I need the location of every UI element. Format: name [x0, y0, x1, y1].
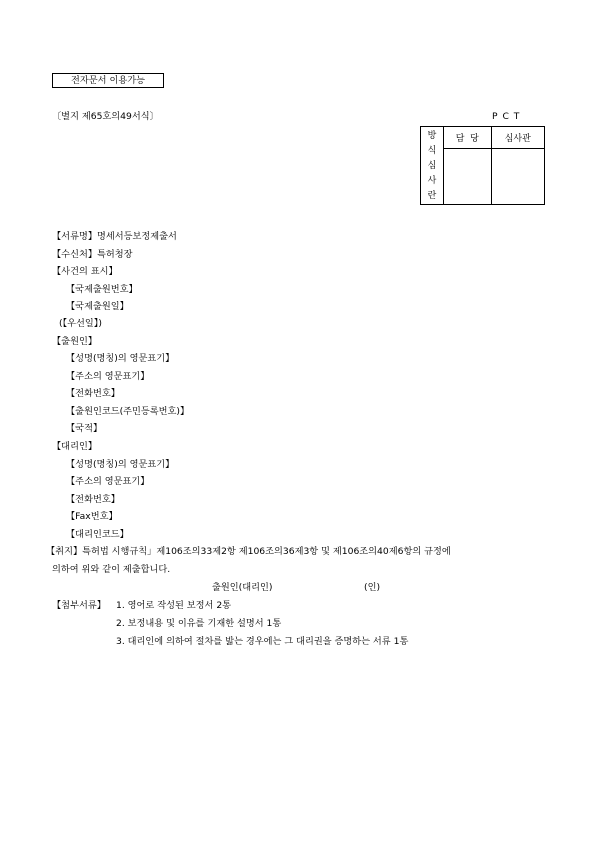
e-document-badge: 전자문서 이용가능: [52, 73, 164, 88]
field-applicant-nationality: 【국적】: [66, 423, 103, 434]
approval-char: 식: [427, 146, 437, 156]
field-agent-code: 【대리인코드】: [66, 529, 129, 540]
attachment-item: 3. 대리인에 의하여 절차를 밟는 경우에는 그 대리권을 증명하는 서류 1통: [116, 636, 409, 647]
seal-mark: (인): [364, 582, 381, 593]
attachment-item: 2. 보정내용 및 이유를 기재한 설명서 1통: [116, 618, 282, 629]
purpose-line-1: 【취지】특허법 시행규칙」제106조의33제2항 제106조의36제3항 및 제106조의40제6항의 규정에: [46, 546, 451, 557]
field-applicant-name-en: 【성명(명칭)의 영문표기】: [66, 353, 175, 364]
field-agent-addr-en: 【주소의 영문표기】: [66, 476, 150, 487]
approval-vertical-label: [421, 127, 444, 205]
approval-char: 심: [427, 161, 437, 171]
signer-label: 출원인(대리인): [212, 582, 273, 593]
attachment-item: 1. 영어로 작성된 보정서 2통: [116, 600, 232, 611]
field-doc-name: 【서류명】명세서등보정제출서: [52, 231, 177, 242]
field-applicant: 【출원인】: [52, 336, 98, 347]
approval-col-examiner: 심사관: [491, 127, 544, 149]
field-agent-name-en: 【성명(명칭)의 영문표기】: [66, 459, 175, 470]
pct-label: P C T: [492, 111, 521, 122]
approval-char: 방: [427, 131, 437, 141]
field-agent-phone: 【전화번호】: [66, 494, 120, 505]
approval-examiner-cell[interactable]: [491, 148, 544, 204]
field-agent-fax: 【Fax번호】: [66, 511, 118, 522]
field-applicant-addr-en: 【주소의 영문표기】: [66, 371, 150, 382]
approval-char: 란: [427, 191, 437, 201]
purpose-line-2: 의하여 위와 같이 제출합니다.: [52, 564, 171, 575]
field-intl-app-no: 【국제출원번호】: [66, 284, 138, 295]
field-applicant-code: 【출원인코드(주민등록번호)】: [66, 406, 190, 417]
approval-char: 사: [427, 176, 437, 186]
field-case-display: 【사건의 표시】: [52, 266, 118, 277]
field-intl-app-date: 【국제출원일】: [66, 301, 129, 312]
field-priority-date: (【우선일】): [59, 318, 102, 329]
attachments-label: 【첨부서류】: [52, 600, 106, 611]
field-recipient: 【수신처】특허청장: [52, 249, 133, 260]
field-applicant-phone: 【전화번호】: [66, 388, 120, 399]
form-number: 〔별지 제65호의49서식〕: [52, 111, 159, 122]
approval-box: [420, 126, 545, 205]
approval-col-staff: 담 당: [444, 127, 492, 149]
approval-staff-cell[interactable]: [444, 148, 492, 204]
field-agent: 【대리인】: [52, 441, 98, 452]
